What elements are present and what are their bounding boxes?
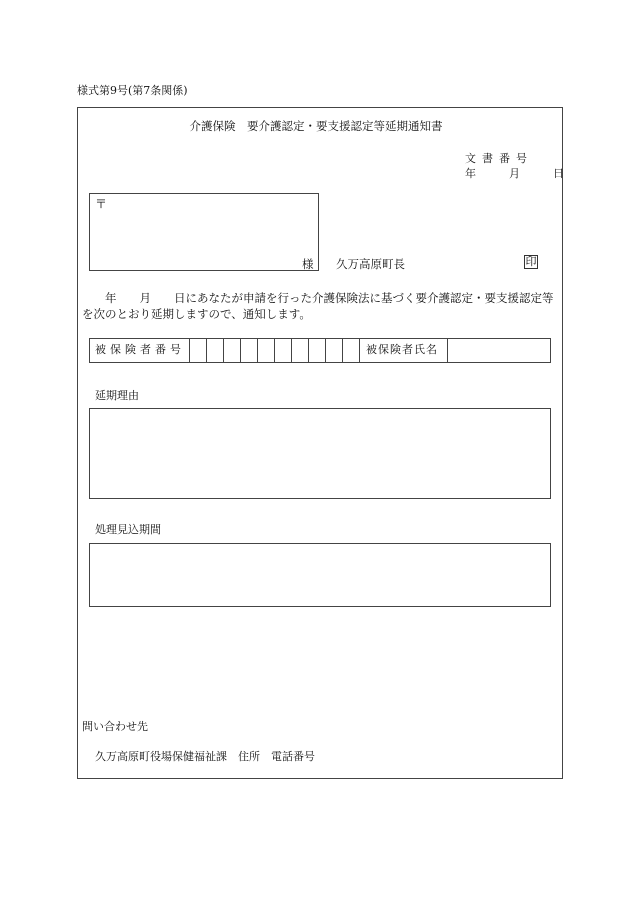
- seal-icon: 印: [525, 255, 537, 268]
- insured-number-digit[interactable]: [275, 339, 292, 362]
- form-number-label: 様式第9号(第7条関係): [77, 84, 188, 97]
- postal-mark-icon: 〒: [95, 197, 108, 211]
- processing-period-label: 処理見込期間: [95, 523, 161, 536]
- date-day: 日: [553, 167, 564, 180]
- date-year: 年: [465, 167, 476, 180]
- document-number-label: 文書番号: [465, 152, 533, 165]
- insured-name-label: 被保険者氏名: [366, 343, 438, 356]
- address-box[interactable]: [89, 193, 319, 271]
- insured-number-label: 被保険者番号: [95, 343, 185, 356]
- postponement-reason-label: 延期理由: [95, 389, 139, 402]
- contact-label: 問い合わせ先: [82, 720, 148, 733]
- insured-number-digit[interactable]: [190, 339, 207, 362]
- processing-period-field[interactable]: [89, 543, 551, 607]
- insured-name-field[interactable]: [448, 339, 550, 362]
- insured-number-digit[interactable]: [241, 339, 258, 362]
- date-month: 月: [509, 167, 520, 180]
- insured-number-digit[interactable]: [258, 339, 275, 362]
- insured-number-digit[interactable]: [326, 339, 343, 362]
- insured-number-digit[interactable]: [207, 339, 224, 362]
- notice-body-text: 年 月 日にあなたが申請を行った介護保険法に基づく要介護認定・要支援認定等を次のとおり延期しますので、通知します。: [82, 291, 554, 321]
- insured-number-digit[interactable]: [309, 339, 326, 362]
- insured-number-digit[interactable]: [343, 339, 360, 362]
- document-title: 介護保険 要介護認定・要支援認定等延期通知書: [189, 119, 443, 133]
- addressee-honorific: 様: [302, 257, 314, 271]
- insured-number-digit[interactable]: [292, 339, 309, 362]
- issuer-name: 久万高原町長: [336, 257, 405, 271]
- postponement-reason-field[interactable]: [89, 408, 551, 499]
- issue-date: [465, 167, 564, 181]
- insured-number-digit[interactable]: [224, 339, 241, 362]
- contact-detail: 久万高原町役場保健福祉課 住所 電話番号: [95, 750, 315, 763]
